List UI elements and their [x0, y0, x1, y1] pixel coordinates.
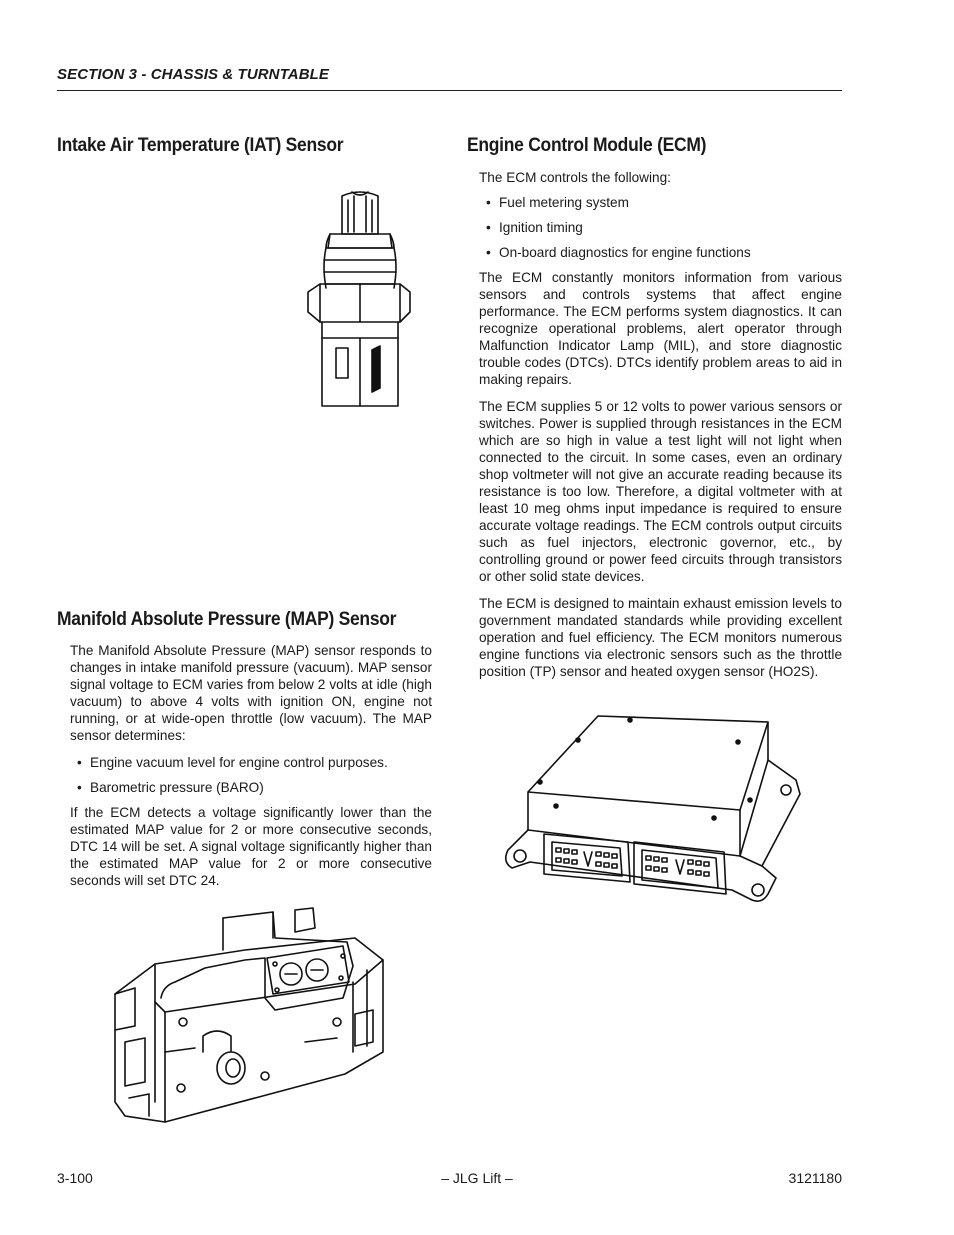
ecm-body: [479, 169, 842, 680]
iat-heading: Intake Air Temperature (IAT) Sensor: [57, 135, 344, 156]
footer-center: – JLG Lift –: [441, 1170, 513, 1186]
ecm-paragraph-3: The ECM is designed to maintain exhaust emission levels to government mandated standards while providing excellent operation and fuel efficiency. The ECM monitors numerous engine functions via electronic sensors such as the throttle position (TP) sensor and heated oxygen sensor (HO2S).: [479, 596, 842, 679]
map-body: [70, 642, 432, 889]
ecm-bullet-list: [479, 194, 842, 261]
map-heading: Manifold Absolute Pressure (MAP) Sensor: [57, 609, 397, 630]
ecm-paragraph-1: The ECM constantly monitors information from various sensors and controls systems that affect engine performance. The ECM performs system diagnostics. It can recognize operational problems, alert operator through Malfunction Indicator Lamp (MIL), and store diagnostic trouble codes (DTCs). DTCs identify problem areas to aid in making repairs.: [479, 270, 842, 387]
map-bullet-2: • Barometric pressure (BARO): [70, 779, 432, 796]
document-number: 3121180: [788, 1170, 842, 1186]
map-sensor-illustration: [105, 902, 395, 1127]
map-paragraph-1: The Manifold Absolute Pressure (MAP) sensor responds to changes in intake manifold pressure (vacuum). MAP sensor signal voltage to ECM varies from below 2 volts at idle (high vacuum) to above 4 volts with ignition ON, engine not running, or at wide-open throttle (low vacuum). The MAP sensor determines:: [70, 643, 432, 743]
section-title: SECTION 3 - CHASSIS & TURNTABLE: [57, 66, 330, 83]
ecm-bullet-2: • Ignition timing: [479, 219, 842, 236]
ecm-paragraph-2: The ECM supplies 5 or 12 volts to power various sensors or switches. Power is supplied through resistances in the ECM which are so high in value a test light will not light when connected to the circuit. In some cases, even an ordinary shop voltmeter will not give an accurate reading because its resistance is too low. Therefore, a digital voltmeter with at least 10 meg ohms input impedance is required to ensure accurate voltage readings. The ECM controls output circuits such as fuel injectors, electronic governor, etc., by controlling ground or power feed circuits through transistors or other solid state devices.: [479, 399, 842, 584]
section-header: [57, 66, 842, 91]
iat-sensor-illustration: [300, 188, 420, 418]
ecm-bullet-3: • On-board diagnostics for engine functions: [479, 244, 842, 261]
map-bullet-1: • Engine vacuum level for engine control purposes.: [70, 754, 432, 771]
map-paragraph-2: If the ECM detects a voltage significantly lower than the estimated MAP value for 2 or more consecutive seconds, DTC 14 will be set. A signal voltage significantly higher than the estimated MAP value for 2 or more consecutive seconds will set DTC 24.: [70, 805, 432, 888]
ecm-heading: Engine Control Module (ECM): [467, 135, 707, 156]
ecm-bullet-1: • Fuel metering system: [479, 194, 842, 211]
map-bullet-list: [70, 754, 432, 796]
ecm-intro: The ECM controls the following:: [479, 170, 671, 185]
page-number: 3-100: [57, 1170, 93, 1186]
ecm-illustration: [500, 710, 810, 905]
